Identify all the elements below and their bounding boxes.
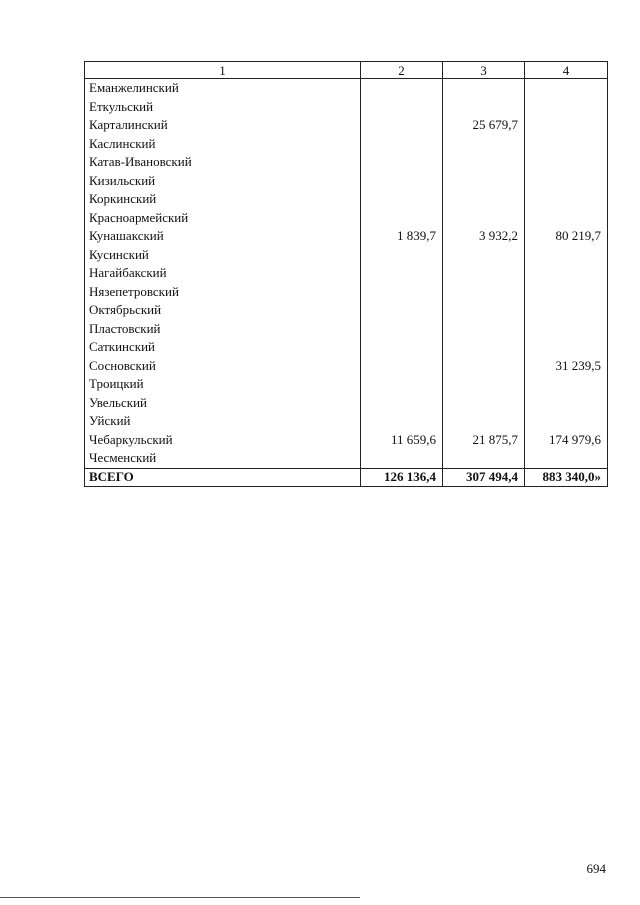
district-name-cell: Чебаркульский bbox=[85, 431, 361, 450]
table-row bbox=[85, 283, 608, 302]
value-cell-col4 bbox=[525, 190, 608, 209]
value-cell-col2 bbox=[361, 246, 443, 265]
value-cell-col4 bbox=[525, 412, 608, 431]
value-cell-col2 bbox=[361, 301, 443, 320]
value-cell-col3 bbox=[443, 135, 525, 154]
value-cell-col4 bbox=[525, 98, 608, 117]
table-row bbox=[85, 209, 608, 228]
value-cell-col4 bbox=[525, 283, 608, 302]
value-cell-col3 bbox=[443, 320, 525, 339]
district-name-cell: Увельский bbox=[85, 394, 361, 413]
total-row bbox=[85, 468, 608, 486]
value-cell-col4 bbox=[525, 246, 608, 265]
table-row bbox=[85, 375, 608, 394]
value-cell-col3 bbox=[443, 264, 525, 283]
bottom-scan-line bbox=[0, 897, 360, 898]
district-name-cell: Еткульский bbox=[85, 98, 361, 117]
district-name-cell: Кизильский bbox=[85, 172, 361, 191]
column-header-2: 2 bbox=[361, 62, 443, 79]
total-label-cell: ВСЕГО bbox=[85, 468, 361, 486]
value-cell-col3 bbox=[443, 357, 525, 376]
value-cell-col3: 25 679,7 bbox=[443, 116, 525, 135]
table-row bbox=[85, 246, 608, 265]
value-cell-col2 bbox=[361, 283, 443, 302]
value-cell-col4: 31 239,5 bbox=[525, 357, 608, 376]
table-body bbox=[85, 79, 608, 487]
district-name-cell: Кусинский bbox=[85, 246, 361, 265]
value-cell-col4 bbox=[525, 320, 608, 339]
value-cell-col2 bbox=[361, 172, 443, 191]
value-cell-col2 bbox=[361, 116, 443, 135]
district-name-cell: Коркинский bbox=[85, 190, 361, 209]
district-name-cell: Еманжелинский bbox=[85, 79, 361, 98]
value-cell-col3 bbox=[443, 338, 525, 357]
column-header-4: 4 bbox=[525, 62, 608, 79]
total-value-col2: 126 136,4 bbox=[361, 468, 443, 486]
value-cell-col2: 1 839,7 bbox=[361, 227, 443, 246]
value-cell-col4 bbox=[525, 375, 608, 394]
value-cell-col4 bbox=[525, 338, 608, 357]
budget-table bbox=[84, 61, 608, 487]
value-cell-col3 bbox=[443, 301, 525, 320]
value-cell-col4 bbox=[525, 172, 608, 191]
table-row bbox=[85, 98, 608, 117]
value-cell-col3 bbox=[443, 246, 525, 265]
total-value-col3: 307 494,4 bbox=[443, 468, 525, 486]
value-cell-col4 bbox=[525, 135, 608, 154]
value-cell-col2 bbox=[361, 98, 443, 117]
value-cell-col2 bbox=[361, 394, 443, 413]
table-row bbox=[85, 172, 608, 191]
value-cell-col3 bbox=[443, 98, 525, 117]
column-header-1: 1 bbox=[85, 62, 361, 79]
value-cell-col3: 21 875,7 bbox=[443, 431, 525, 450]
district-name-cell: Октябрьский bbox=[85, 301, 361, 320]
value-cell-col2 bbox=[361, 135, 443, 154]
value-cell-col3: 3 932,2 bbox=[443, 227, 525, 246]
value-cell-col2 bbox=[361, 153, 443, 172]
value-cell-col3 bbox=[443, 209, 525, 228]
table-row bbox=[85, 394, 608, 413]
value-cell-col4 bbox=[525, 79, 608, 98]
district-name-cell: Уйский bbox=[85, 412, 361, 431]
district-name-cell: Кунашакский bbox=[85, 227, 361, 246]
value-cell-col2 bbox=[361, 338, 443, 357]
district-name-cell: Пластовский bbox=[85, 320, 361, 339]
value-cell-col2: 11 659,6 bbox=[361, 431, 443, 450]
value-cell-col3 bbox=[443, 394, 525, 413]
table-row bbox=[85, 431, 608, 450]
table-row bbox=[85, 357, 608, 376]
district-name-cell: Троицкий bbox=[85, 375, 361, 394]
table-row bbox=[85, 116, 608, 135]
table-row bbox=[85, 412, 608, 431]
value-cell-col2 bbox=[361, 190, 443, 209]
table-row bbox=[85, 301, 608, 320]
value-cell-col4: 80 219,7 bbox=[525, 227, 608, 246]
table-row bbox=[85, 338, 608, 357]
page-number: 694 bbox=[586, 861, 606, 876]
value-cell-col2 bbox=[361, 209, 443, 228]
value-cell-col4 bbox=[525, 209, 608, 228]
value-cell-col4 bbox=[525, 264, 608, 283]
value-cell-col4 bbox=[525, 301, 608, 320]
table-row bbox=[85, 227, 608, 246]
value-cell-col3 bbox=[443, 153, 525, 172]
value-cell-col4 bbox=[525, 116, 608, 135]
table-row bbox=[85, 190, 608, 209]
district-name-cell: Чесменский bbox=[85, 449, 361, 468]
table-row bbox=[85, 449, 608, 468]
value-cell-col2 bbox=[361, 449, 443, 468]
value-cell-col4 bbox=[525, 394, 608, 413]
district-name-cell: Саткинский bbox=[85, 338, 361, 357]
value-cell-col4 bbox=[525, 449, 608, 468]
value-cell-col3 bbox=[443, 172, 525, 191]
table-row bbox=[85, 264, 608, 283]
table-row bbox=[85, 135, 608, 154]
district-name-cell: Катав-Ивановский bbox=[85, 153, 361, 172]
table-header-row bbox=[85, 62, 608, 79]
value-cell-col2 bbox=[361, 375, 443, 394]
table-row bbox=[85, 79, 608, 98]
value-cell-col2 bbox=[361, 79, 443, 98]
district-name-cell: Красноармейский bbox=[85, 209, 361, 228]
total-value-col4: 883 340,0» bbox=[525, 468, 608, 486]
value-cell-col3 bbox=[443, 190, 525, 209]
value-cell-col3 bbox=[443, 449, 525, 468]
district-name-cell: Карталинский bbox=[85, 116, 361, 135]
value-cell-col2 bbox=[361, 357, 443, 376]
table-row bbox=[85, 320, 608, 339]
value-cell-col2 bbox=[361, 412, 443, 431]
value-cell-col3 bbox=[443, 412, 525, 431]
value-cell-col3 bbox=[443, 79, 525, 98]
value-cell-col3 bbox=[443, 375, 525, 394]
district-name-cell: Сосновский bbox=[85, 357, 361, 376]
table-row bbox=[85, 153, 608, 172]
value-cell-col4 bbox=[525, 153, 608, 172]
district-name-cell: Нагайбакский bbox=[85, 264, 361, 283]
value-cell-col2 bbox=[361, 264, 443, 283]
district-name-cell: Нязепетровский bbox=[85, 283, 361, 302]
column-header-3: 3 bbox=[443, 62, 525, 79]
value-cell-col4: 174 979,6 bbox=[525, 431, 608, 450]
district-name-cell: Каслинский bbox=[85, 135, 361, 154]
value-cell-col2 bbox=[361, 320, 443, 339]
value-cell-col3 bbox=[443, 283, 525, 302]
